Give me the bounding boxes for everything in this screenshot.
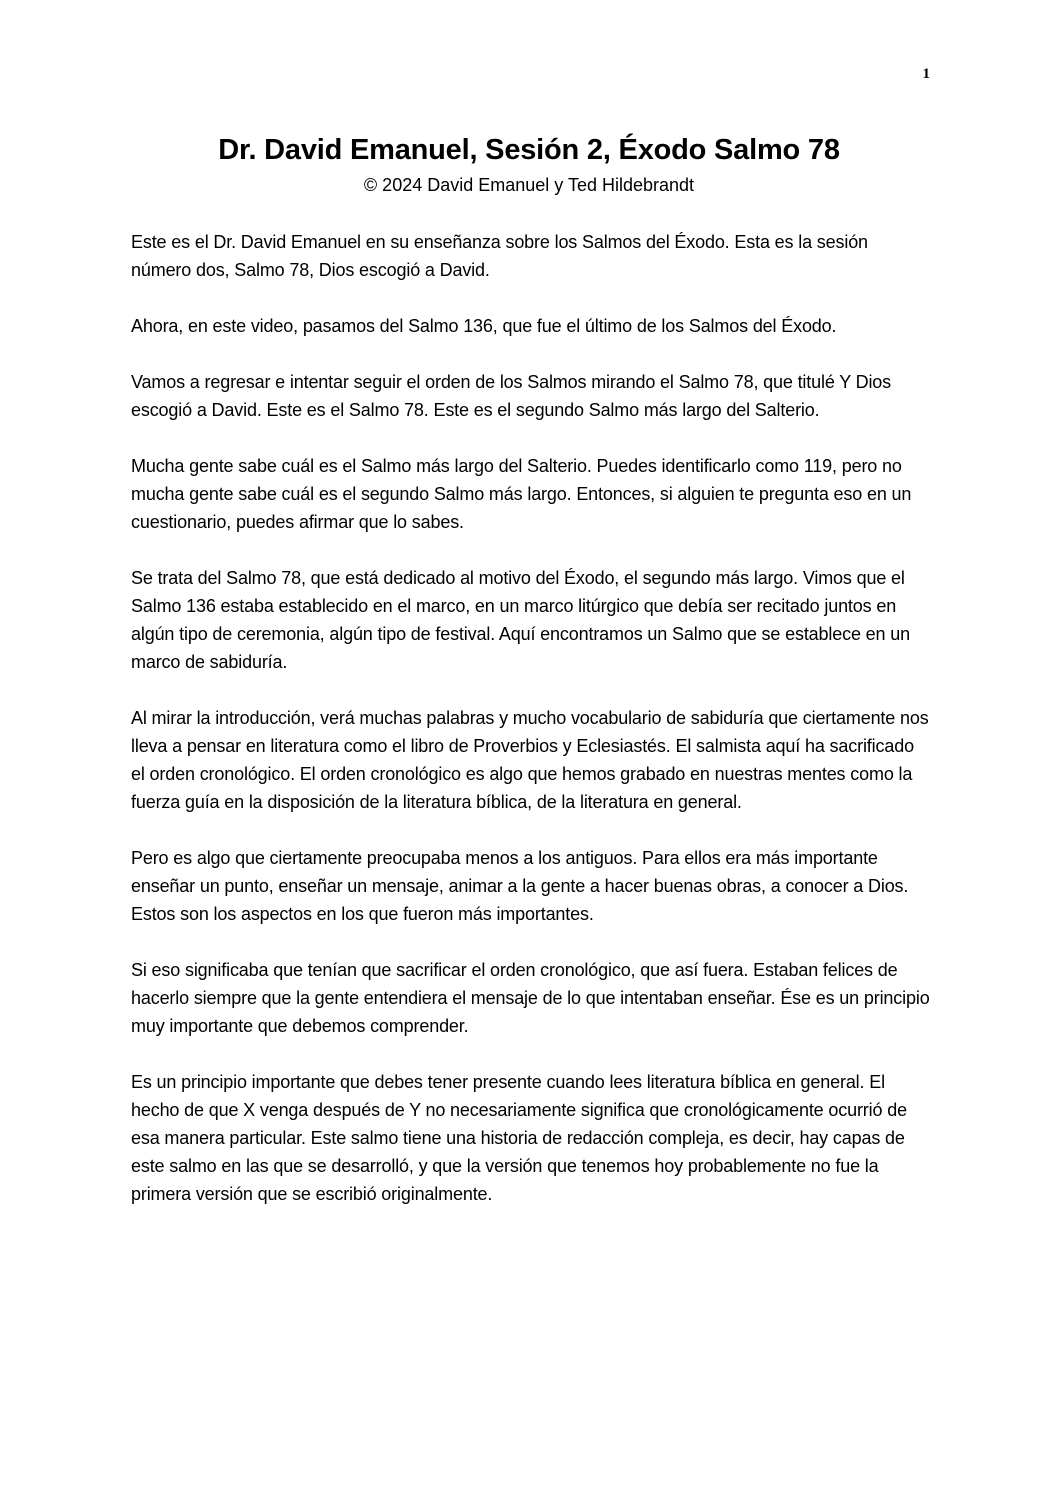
document-title: Dr. David Emanuel, Sesión 2, Éxodo Salmo 78 [218, 134, 840, 166]
copyright-line: © 2024 David Emanuel y Ted Hildebrandt [363, 175, 695, 195]
paragraph: Si eso significaba que tenían que sacrificar el orden cronológico, que así fuera. Estaban felices de hacerlo siempre que la gente entendiera el mensaje de lo que intentaban enseñar. Ése es un principio muy importante que debemos comprender. [131, 960, 930, 1036]
paragraph: Vamos a regresar e intentar seguir el orden de los Salmos mirando el Salmo 78, que titulé Y Dios escogió a David. Este es el Salmo 78. Este es el segundo Salmo más largo del Salterio. [131, 372, 892, 420]
paragraph: Ahora, en este video, pasamos del Salmo 136, que fue el último de los Salmos del Éxodo. [131, 316, 837, 336]
paragraph: Este es el Dr. David Emanuel en su enseñanza sobre los Salmos del Éxodo. Esta es la sesión número dos, Salmo 78, Dios escogió a David. [131, 232, 868, 280]
paragraph: Mucha gente sabe cuál es el Salmo más largo del Salterio. Puedes identificarlo como 119, pero no mucha gente sabe cuál es el segundo Salmo más largo. Entonces, si alguien te pregunta eso en un cuestionario, puedes afirmar que lo sabes. [131, 456, 912, 532]
page-number: 1 [922, 66, 930, 82]
paragraph: Pero es algo que ciertamente preocupaba menos a los antiguos. Para ellos era más importante enseñar un punto, enseñar un mensaje, animar a la gente a hacer buenas obras, a conocer a Dios. Estos son los aspectos en los que fueron más importantes. [131, 848, 909, 924]
document-body [131, 228, 931, 1236]
paragraph: Es un principio importante que debes tener presente cuando lees literatura bíblica en general. El hecho de que X venga después de Y no necesariamente significa que cronológicamente ocurrió de esa manera particular. Este salmo tiene una historia de redacción compleja, es decir, hay capas de este salmo en las que se desarrolló, y que la versión que tenemos hoy probablemente no fue la primera versión que se escribió originalmente. [131, 1072, 907, 1204]
paragraph: Se trata del Salmo 78, que está dedicado al motivo del Éxodo, el segundo más largo. Vimos que el Salmo 136 estaba establecido en el marco, en un marco litúrgico que debía ser recitado juntos en algún tipo de ceremonia, algún tipo de festival. Aquí encontramos un Salmo que se establece en un marco de sabiduría. [131, 568, 910, 672]
paragraph: Al mirar la introducción, verá muchas palabras y mucho vocabulario de sabiduría que ciertamente nos lleva a pensar en literatura como el libro de Proverbios y Eclesiastés. El salmista aquí ha sacrificado el orden cronológico. El orden cronológico es algo que hemos grabado en nuestras mentes como la fuerza guía en la disposición de la literatura bíblica, de la literatura en general. [131, 708, 929, 812]
